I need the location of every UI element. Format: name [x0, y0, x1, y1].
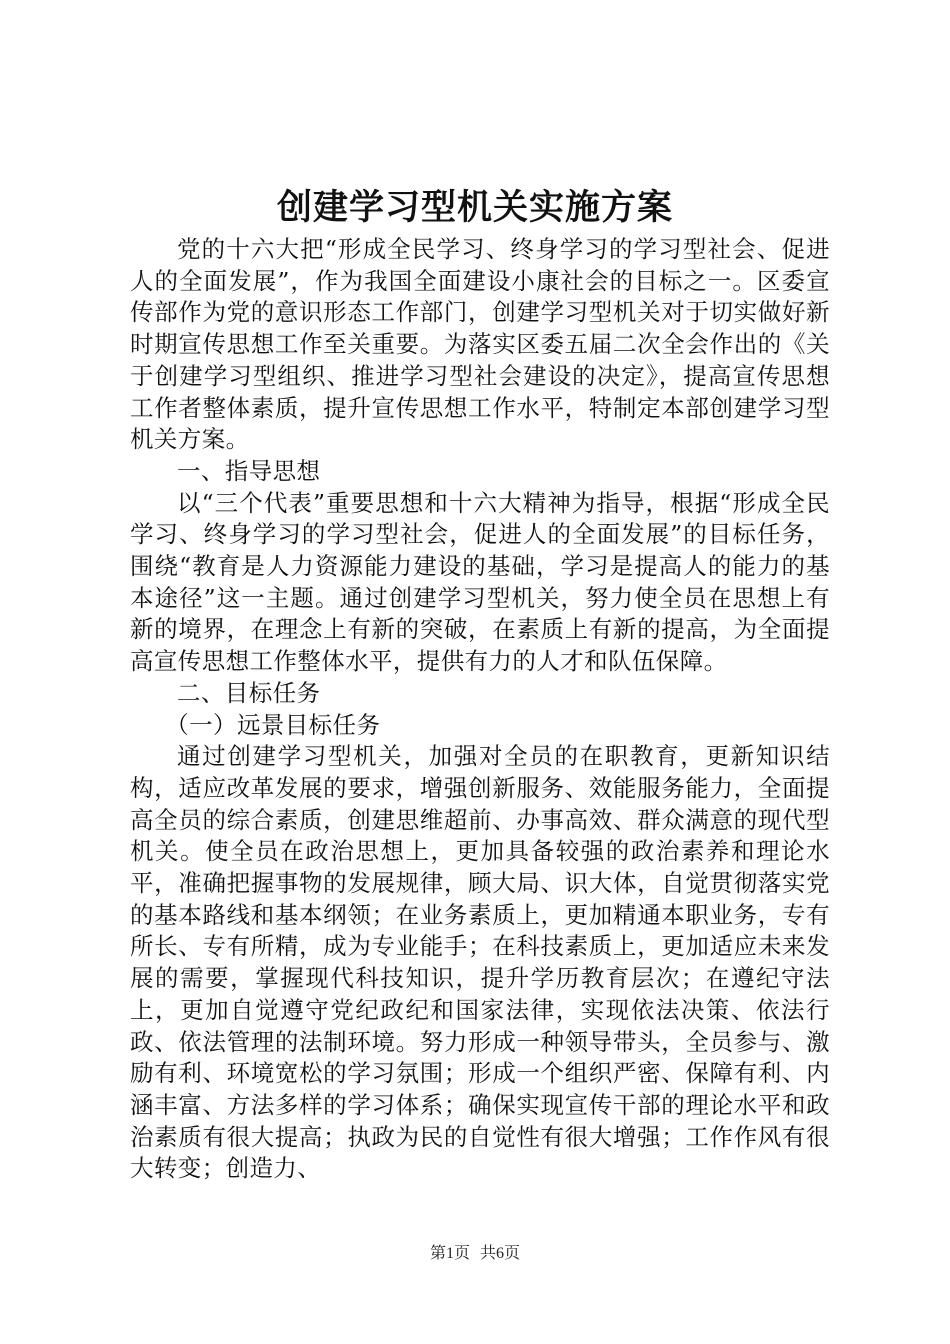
- document-title: 创建学习型机关实施方案: [276, 187, 673, 228]
- document-body: [130, 234, 830, 1185]
- intro-paragraph: 党的十六大把“形成全民学习、终身学习的学习型社会、促进人的全面发展”，作为我国全面建设小康社会的目标之一。区委宣传部作为党的意识形态工作部门，创建学习型机关对于切实做好新时期宣传思想工作至关重要。为落实区委五届二次全会作出的《关于创建学习型组织、推进学习型社会建设的决定》，提高宣传思想工作者整体素质，提升宣传思想工作水平，特制定本部创建学习型机关方案。: [130, 235, 830, 454]
- page-number-current: 第1页: [429, 1245, 470, 1262]
- long-term-goals-paragraph: 通过创建学习型机关，加强对全员的在职教育，更新知识结构，适应改革发展的要求，增强创新服务、效能服务能力，全面提高全员的综合素质，创建思维超前、办事高效、群众满意的现代型机关。使全员在政治思想上，更加具备较强的政治素养和理论水平，准确把握事物的发展规律，顾大局、识大体，自觉贯彻落实党的基本路线和基本纲领；在业务素质上，更加精通本职业务，专有所长、专有所精，成为专业能手；在科技素质上，更加适应未来发展的需要，掌握现代科技知识，提升学历教育层次；在遵纪守法上，更加自觉遵守党纪政纪和国家法律，实现依法决策、依法行政、依法管理的法制环境。努力形成一种领导带头，全员参与、激励有利、环境宽松的学习氛围；形成一个组织严密、保障有利、内涵丰富、方法多样的学习体系；确保实现宣传干部的理论水平和政治素质有很大提高；执政为民的自觉性有很大增强；工作作风有很大转变；创造力、: [130, 742, 830, 1183]
- subsection-heading-long-term-goals: （一）远景目标任务: [165, 710, 381, 739]
- guiding-ideology-paragraph: 以“三个代表”重要思想和十六大精神为指导，根据“形成全民学习、终身学习的学习型社会，促进人的全面发展”的目标任务，围绕“教育是人力资源能力建设的基础，学习是提高人的能力的基本途径”这一主题。通过创建学习型机关，努力使全员在思想上有新的境界，在理念上有新的突破，在素质上有新的提高，为全面提高宣传思想工作整体水平，提供有力的人才和队伍保障。: [130, 488, 830, 676]
- section-heading-guiding-ideology: 一、指导思想: [177, 456, 321, 485]
- page-footer: [0, 1244, 950, 1264]
- section-heading-goals: 二、目标任务: [177, 678, 321, 707]
- page-number-total: 共6页: [480, 1245, 521, 1262]
